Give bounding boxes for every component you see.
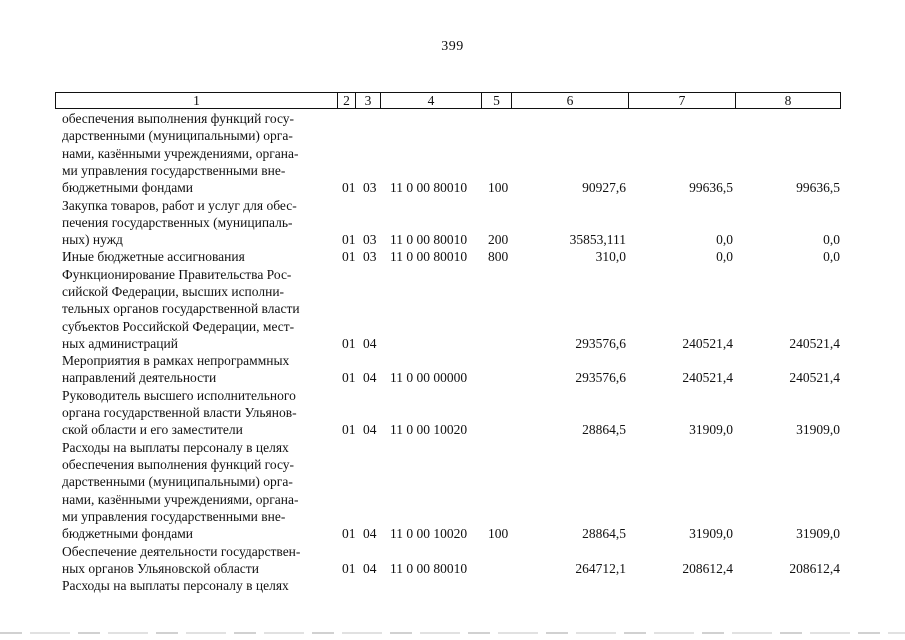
amount-col-7: 208612,4	[682, 560, 733, 576]
header-col-5: 5	[482, 93, 512, 108]
amount-col-6: 28864,5	[582, 526, 626, 542]
subsection-code: 03	[363, 249, 377, 265]
amount-col-8: 0,0	[823, 232, 840, 248]
header-col-3: 3	[356, 93, 381, 108]
description-line: ми управления государственными вне-	[62, 162, 286, 178]
target-article-code: 11 0 00 10020	[390, 422, 468, 438]
description-line: нами, казёнными учреждениями, органа-	[62, 491, 299, 507]
target-article-code: 11 0 00 10020	[390, 526, 468, 542]
description-line: дарственными (муниципальными) орга-	[62, 128, 293, 144]
subsection-code: 04	[363, 335, 377, 351]
amount-col-6: 35853,111	[569, 232, 626, 248]
amount-col-6: 28864,5	[582, 422, 626, 438]
amount-col-6: 90927,6	[582, 180, 626, 196]
section-code: 01	[342, 180, 356, 196]
amount-col-6: 293576,6	[575, 335, 626, 351]
description-line: Функционирование Правительства Рос-	[62, 266, 292, 282]
description-line: ской области и его заместители	[62, 422, 243, 438]
header-col-1: 1	[56, 93, 338, 108]
description-line: ми управления государственными вне-	[62, 508, 286, 524]
description-line: обеспечения выполнения функций госу-	[62, 111, 295, 126]
description-line: органа государственной власти Ульянов-	[62, 405, 297, 421]
amount-col-8: 0,0	[823, 249, 840, 265]
description-line: сийской Федерации, высших исполни-	[62, 283, 285, 299]
description-line: Расходы на выплаты персоналу в целях	[62, 439, 289, 455]
page-number: 399	[441, 39, 464, 54]
amount-col-8: 99636,5	[796, 180, 840, 196]
description-line: ных органов Ульяновской области	[62, 560, 259, 576]
table-row	[0, 577, 905, 594]
amount-col-6: 264712,1	[575, 560, 626, 576]
amount-col-7: 99636,5	[689, 180, 733, 196]
row-description	[62, 110, 333, 196]
amount-col-7: 240521,4	[682, 370, 733, 386]
subsection-code: 04	[363, 422, 377, 438]
amount-col-7: 240521,4	[682, 335, 733, 351]
amount-col-7: 31909,0	[689, 526, 733, 542]
description-line: обеспечения выполнения функций госу-	[62, 456, 295, 472]
amount-col-7: 0,0	[716, 232, 733, 248]
amount-col-8: 208612,4	[789, 560, 840, 576]
table-header-row	[55, 92, 841, 109]
description-line: бюджетными фондами	[62, 180, 193, 196]
amount-col-8: 31909,0	[796, 526, 840, 542]
description-line: Мероприятия в рамках непрограммных	[62, 353, 290, 369]
expense-type-code: 100	[488, 526, 509, 542]
table-row	[0, 266, 905, 353]
amount-col-8: 240521,4	[789, 370, 840, 386]
amount-col-8: 31909,0	[796, 422, 840, 438]
description-line: ных администраций	[62, 335, 178, 351]
subsection-code: 04	[363, 526, 377, 542]
amount-col-6: 310,0	[595, 249, 626, 265]
target-article-code: 11 0 00 00000	[390, 370, 468, 386]
section-code: 01	[342, 526, 356, 542]
row-description	[62, 387, 333, 439]
row-description	[62, 577, 333, 594]
header-col-2: 2	[338, 93, 356, 108]
expense-type-code: 800	[488, 249, 509, 265]
target-article-code: 11 0 00 80010	[390, 249, 468, 265]
expense-type-code: 100	[488, 180, 509, 196]
amount-col-6: 293576,6	[575, 370, 626, 386]
section-code: 01	[342, 422, 356, 438]
header-col-8: 8	[784, 93, 792, 108]
section-code: 01	[342, 249, 356, 265]
table-row	[0, 248, 905, 265]
section-code: 01	[342, 370, 356, 386]
section-code: 01	[342, 232, 356, 248]
row-description	[62, 439, 333, 543]
description-line: субъектов Российской Федерации, мест-	[62, 318, 295, 334]
subsection-code: 03	[363, 232, 377, 248]
target-article-code: 11 0 00 80010	[390, 232, 468, 248]
subsection-code: 04	[363, 370, 377, 386]
description-line: дарственными (муниципальными) орга-	[62, 474, 293, 490]
header-col-4: 4	[381, 93, 482, 108]
row-description	[62, 543, 333, 578]
expense-type-code: 200	[488, 232, 509, 248]
description-line: ных) нужд	[62, 232, 123, 248]
table-row	[0, 387, 905, 439]
subsection-code: 04	[363, 560, 377, 576]
description-line: Иные бюджетные ассигнования	[62, 249, 245, 265]
description-line: печения государственных (муниципаль-	[62, 214, 293, 230]
row-description	[62, 352, 333, 387]
table-row	[0, 197, 905, 249]
section-code: 01	[342, 335, 356, 351]
target-article-code: 11 0 00 80010	[390, 560, 468, 576]
description-line: нами, казёнными учреждениями, органа-	[62, 145, 299, 161]
row-description	[62, 197, 333, 249]
description-line: Руководитель высшего исполнительного	[62, 387, 296, 403]
description-line: Обеспечение деятельности государствен-	[62, 543, 301, 559]
description-line: Закупка товаров, работ и услуг для обес-	[62, 197, 297, 213]
row-description	[62, 266, 333, 352]
table-row	[0, 110, 905, 197]
subsection-code: 03	[363, 180, 377, 196]
target-article-code: 11 0 00 80010	[390, 180, 468, 196]
amount-col-8: 240521,4	[789, 335, 840, 351]
table-row	[0, 352, 905, 387]
description-line: тельных органов государственной власти	[62, 301, 300, 317]
section-code: 01	[342, 560, 356, 576]
table-row	[0, 543, 905, 578]
row-description	[62, 248, 333, 265]
description-line: Расходы на выплаты персоналу в целях	[62, 578, 289, 594]
amount-col-7: 31909,0	[689, 422, 733, 438]
header-col-6: 6	[512, 93, 629, 108]
amount-col-7: 0,0	[716, 249, 733, 265]
description-line: направлений деятельности	[62, 370, 217, 386]
scan-edge-artifact	[0, 632, 905, 634]
header-col-7: 7	[629, 93, 736, 108]
description-line: бюджетными фондами	[62, 526, 193, 542]
table-row	[0, 439, 905, 543]
